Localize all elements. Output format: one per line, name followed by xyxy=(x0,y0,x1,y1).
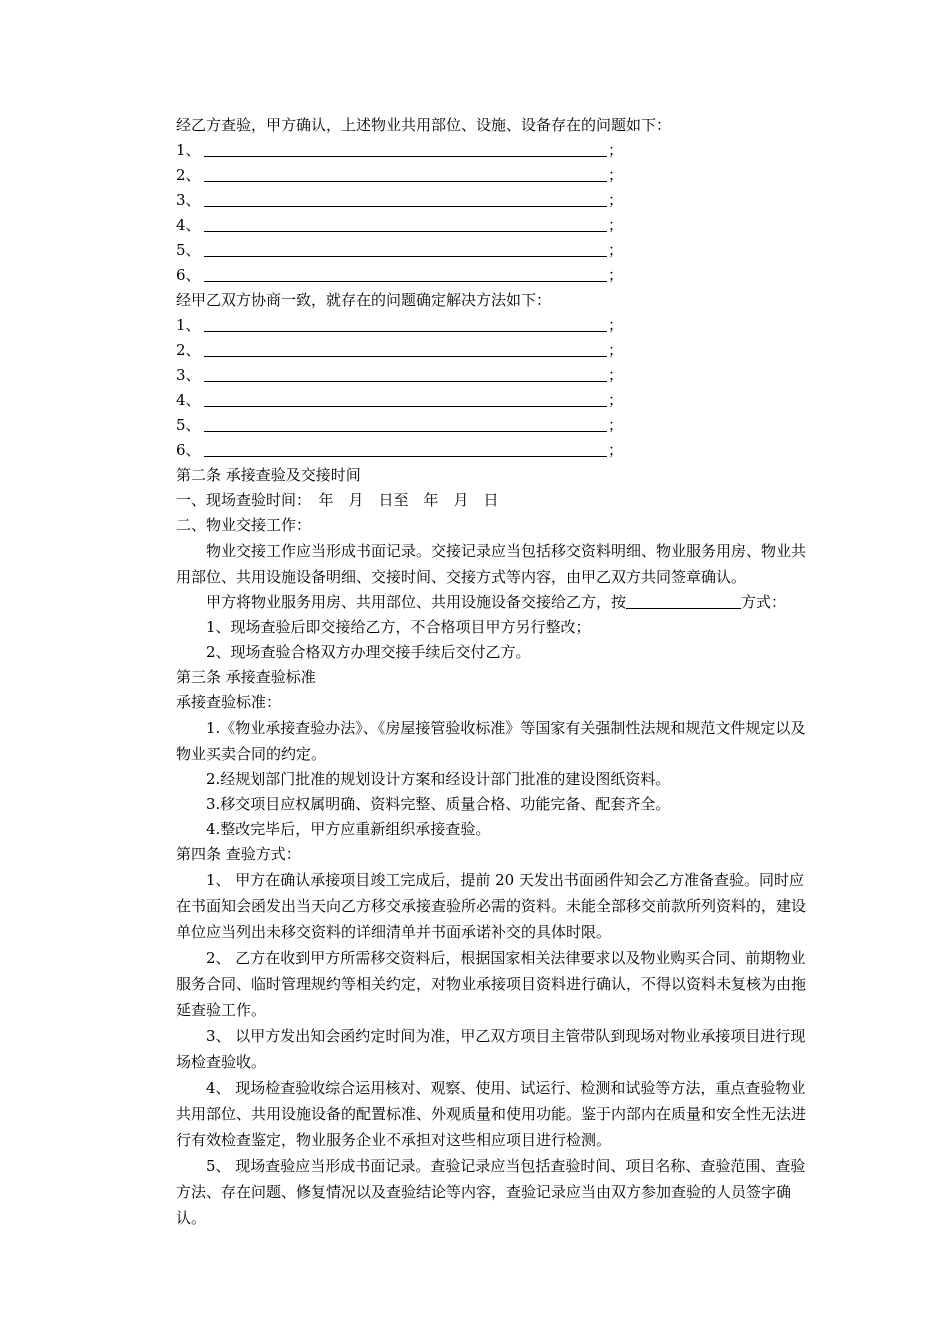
fill-blank[interactable] xyxy=(204,241,607,257)
solution-row: 4、 ； xyxy=(176,391,624,409)
article-2-inspection-time: 一、现场查验时间： 年 月 日至 年 月 日 xyxy=(176,491,499,509)
fill-blank[interactable] xyxy=(204,141,607,157)
fill-blank[interactable] xyxy=(204,366,607,382)
fill-blank[interactable] xyxy=(204,216,607,232)
problem-row: 3、 ； xyxy=(176,191,624,209)
article-2-option-2: 2、现场查验合格双方办理交接手续后交付乙方。 xyxy=(206,643,531,661)
article-3-standard-3: 3.移交项目应权属明确、资料完整、质量合格、功能完备、配套齐全。 xyxy=(206,795,671,813)
fill-blank[interactable] xyxy=(204,341,607,357)
problem-row: 1、 ； xyxy=(176,141,624,159)
fill-blank[interactable] xyxy=(204,441,607,457)
solutions-list xyxy=(176,313,816,463)
fill-blank[interactable] xyxy=(204,416,607,432)
problem-row: 4、 ； xyxy=(176,216,624,234)
solution-row: 5、 ； xyxy=(176,416,624,434)
problems-list xyxy=(176,138,816,288)
article-3-standard-1: 1.《物业承接查验办法》、《房屋接管验收标准》等国家有关强制性法规和规范文件规定以及物业买卖合同的约定。 xyxy=(176,719,806,763)
article-2-handover-heading: 二、物业交接工作： xyxy=(176,516,312,534)
problem-row: 5、 ； xyxy=(176,241,624,259)
article-3-standard-2: 2.经规划部门批准的规划设计方案和经设计部门批准的建设图纸资料。 xyxy=(206,770,671,788)
problem-row: 2、 ； xyxy=(176,166,624,184)
article-4-item-2: 2、 乙方在收到甲方所需移交资料后，根据国家相关法律要求以及物业购买合同、前期物业服务合同、临时管理规约等相关约定，对物业承接项目资料进行确认，不得以资料未复核为由拖延查验工作。 xyxy=(176,949,807,1019)
document-page xyxy=(176,113,816,1231)
solutions-intro: 经甲乙双方协商一致，就存在的问题确定解决方法如下： xyxy=(176,291,552,309)
article-3-standard-4: 4.整改完毕后，甲方应重新组织承接查验。 xyxy=(206,820,491,838)
article-4-item-4: 4、 现场检查验收综合运用核对、观察、使用、试运行、检测和试验等方法，重点查验物业共用部位、共用设施设备的配置标准、外观质量和使用功能。鉴于内部内在质量和安全性无法进行有效检查鉴定，物业服务企业不承担对这些相应项目进行检测。 xyxy=(176,1079,807,1149)
solution-row: 6、 ； xyxy=(176,441,624,459)
article-3-standard-heading: 承接查验标准： xyxy=(176,693,282,711)
fill-blank[interactable] xyxy=(204,316,607,332)
problem-row: 6、 ； xyxy=(176,266,624,284)
article-2-title: 第二条 承接查验及交接时间 xyxy=(176,466,361,484)
solution-row: 3、 ； xyxy=(176,366,624,384)
article-2-handover-method: 甲方将物业服务用房、共用部位、共用设施设备交接给乙方，按 方式： xyxy=(206,593,787,611)
article-4-item-3: 3、 以甲方发出知会函约定时间为准，甲乙双方项目主管带队到现场对物业承接项目进行现场检查验收。 xyxy=(176,1027,806,1071)
article-4-title: 第四条 查验方式： xyxy=(176,845,301,863)
article-4-item-5: 5、 现场查验应当形成书面记录。查验记录应当包括查验时间、项目名称、查验范围、查验方法、存在问题、修复情况以及查验结论等内容，查验记录应当由双方参加查验的人员签字确认。 xyxy=(176,1157,806,1227)
solution-row: 1、 ； xyxy=(176,316,624,334)
solution-row: 2、 ； xyxy=(176,341,624,359)
fill-blank[interactable] xyxy=(204,191,607,207)
method-fill-blank[interactable] xyxy=(626,593,741,609)
article-4-item-1: 1、 甲方在确认承接项目竣工完成后，提前 20 天发出书面函件知会乙方准备查验。同时应在书面知会函发出当天向乙方移交承接查验所必需的资料。未能全部移交前款所列资料的，建设单位应当列出未移交资料的详细清单并书面承诺补交的具体时限。 xyxy=(176,871,807,941)
fill-blank[interactable] xyxy=(204,266,607,282)
article-2-handover-record: 物业交接工作应当形成书面记录。交接记录应当包括移交资料明细、物业服务用房、物业共用部位、共用设施设备明细、交接时间、交接方式等内容，由甲乙双方共同签章确认。 xyxy=(176,542,807,586)
article-3-title: 第三条 承接查验标准 xyxy=(176,668,316,686)
fill-blank[interactable] xyxy=(204,391,607,407)
problems-intro: 经乙方查验，甲方确认，上述物业共用部位、设施、设备存在的问题如下： xyxy=(176,116,672,134)
fill-blank[interactable] xyxy=(204,166,607,182)
article-2-option-1: 1、现场查验后即交接给乙方，不合格项目甲方另行整改； xyxy=(206,618,591,636)
